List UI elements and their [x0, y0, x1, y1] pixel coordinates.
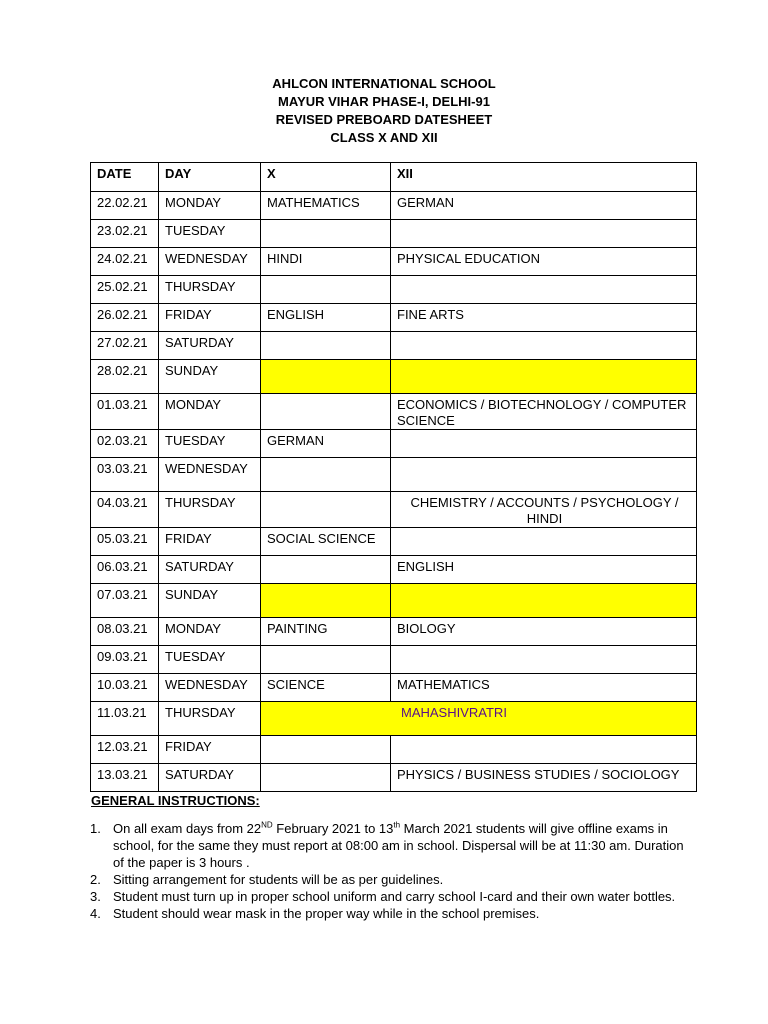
ordinal-suffix: th	[393, 820, 401, 830]
class-x-cell	[261, 556, 391, 584]
document-heading	[0, 75, 768, 147]
table-header-row	[91, 163, 697, 192]
datesheet-table	[90, 162, 697, 792]
table-row	[91, 430, 697, 458]
class-xii-cell: FINE ARTS	[391, 304, 697, 332]
date-cell: 23.02.21	[91, 220, 159, 248]
instruction-text: March 2021 students will give offline exams in school, for the same they must report at 08:00 am in school. Dispersal will be at 11:30 am. Duration of the paper is 3 hours .	[113, 821, 684, 870]
class-x-cell: HINDI	[261, 248, 391, 276]
date-cell: 09.03.21	[91, 646, 159, 674]
class-xii-cell: ECONOMICS / BIOTECHNOLOGY / COMPUTER SCIENCE	[391, 394, 697, 430]
date-cell: 27.02.21	[91, 332, 159, 360]
date-cell: 01.03.21	[91, 394, 159, 430]
table-row	[91, 276, 697, 304]
class-x-cell: MATHEMATICS	[261, 192, 391, 220]
date-cell: 02.03.21	[91, 430, 159, 458]
column-header-xii: XII	[391, 163, 697, 192]
class-xii-cell-highlighted	[391, 360, 697, 394]
class-x-cell: PAINTING	[261, 618, 391, 646]
class-x-cell	[261, 332, 391, 360]
table-row	[91, 492, 697, 528]
date-cell: 11.03.21	[91, 702, 159, 736]
day-cell: WEDNESDAY	[159, 248, 261, 276]
table-row	[91, 646, 697, 674]
date-cell: 04.03.21	[91, 492, 159, 528]
class-xii-cell	[391, 528, 697, 556]
day-cell: MONDAY	[159, 618, 261, 646]
general-instructions-title: GENERAL INSTRUCTIONS:	[91, 793, 260, 808]
class-label: CLASS X AND XII	[330, 130, 438, 145]
class-x-cell: SOCIAL SCIENCE	[261, 528, 391, 556]
date-cell: 22.02.21	[91, 192, 159, 220]
class-x-cell	[261, 394, 391, 430]
school-name: AHLCON INTERNATIONAL SCHOOL	[272, 76, 496, 91]
date-cell: 25.02.21	[91, 276, 159, 304]
table-row	[91, 458, 697, 492]
instruction-item	[90, 820, 690, 871]
table-row	[91, 674, 697, 702]
table-row	[91, 304, 697, 332]
day-cell: SUNDAY	[159, 584, 261, 618]
holiday-label: MAHASHIVRATRI	[401, 705, 507, 720]
instruction-number: 1.	[90, 821, 101, 836]
instruction-number: 4.	[90, 906, 101, 921]
date-cell: 26.02.21	[91, 304, 159, 332]
instruction-item	[90, 871, 690, 888]
day-cell: SUNDAY	[159, 360, 261, 394]
table-row	[91, 394, 697, 430]
table-row	[91, 556, 697, 584]
table-row	[91, 702, 697, 736]
day-cell: TUESDAY	[159, 220, 261, 248]
class-xii-cell: PHYSICS / BUSINESS STUDIES / SOCIOLOGY	[391, 764, 697, 792]
table-row	[91, 584, 697, 618]
day-cell: TUESDAY	[159, 430, 261, 458]
date-cell: 12.03.21	[91, 736, 159, 764]
table-row	[91, 360, 697, 394]
class-xii-cell	[391, 458, 697, 492]
date-cell: 06.03.21	[91, 556, 159, 584]
class-xii-cell: PHYSICAL EDUCATION	[391, 248, 697, 276]
instruction-text: On all exam days from 22	[113, 821, 262, 836]
date-cell: 13.03.21	[91, 764, 159, 792]
class-xii-cell	[391, 736, 697, 764]
day-cell: THURSDAY	[159, 492, 261, 528]
class-x-cell-highlighted	[261, 360, 391, 394]
class-x-cell	[261, 646, 391, 674]
day-cell: WEDNESDAY	[159, 458, 261, 492]
instruction-text: Student should wear mask in the proper way while in the school premises.	[113, 906, 540, 921]
instruction-text: Sitting arrangement for students will be as per guidelines.	[113, 872, 444, 887]
class-xii-cell: GERMAN	[391, 192, 697, 220]
class-x-cell-highlighted	[261, 584, 391, 618]
class-x-cell: SCIENCE	[261, 674, 391, 702]
instruction-item	[90, 905, 690, 922]
instruction-item	[90, 888, 690, 905]
table-row	[91, 192, 697, 220]
date-cell: 28.02.21	[91, 360, 159, 394]
class-xii-cell: BIOLOGY	[391, 618, 697, 646]
school-address: MAYUR VIHAR PHASE-I, DELHI-91	[278, 94, 490, 109]
day-cell: FRIDAY	[159, 736, 261, 764]
table-row	[91, 618, 697, 646]
column-header-x: X	[261, 163, 391, 192]
table-row	[91, 248, 697, 276]
column-header-day: DAY	[159, 163, 261, 192]
class-xii-cell	[391, 220, 697, 248]
class-xii-cell	[391, 646, 697, 674]
table-row	[91, 736, 697, 764]
day-cell: SATURDAY	[159, 764, 261, 792]
date-cell: 10.03.21	[91, 674, 159, 702]
class-xii-cell: MATHEMATICS	[391, 674, 697, 702]
day-cell: THURSDAY	[159, 702, 261, 736]
class-x-cell	[261, 220, 391, 248]
date-cell: 03.03.21	[91, 458, 159, 492]
day-cell: MONDAY	[159, 394, 261, 430]
day-cell: WEDNESDAY	[159, 674, 261, 702]
day-cell: FRIDAY	[159, 304, 261, 332]
day-cell: TUESDAY	[159, 646, 261, 674]
table-row	[91, 220, 697, 248]
class-xii-cell	[391, 430, 697, 458]
class-x-cell	[261, 764, 391, 792]
date-cell: 07.03.21	[91, 584, 159, 618]
class-x-cell	[261, 458, 391, 492]
class-x-cell	[261, 276, 391, 304]
table-row	[91, 332, 697, 360]
day-cell: THURSDAY	[159, 276, 261, 304]
class-xii-cell-highlighted	[391, 584, 697, 618]
instruction-text: Student must turn up in proper school uniform and carry school I-card and their own water bottles.	[113, 889, 676, 904]
class-x-cell	[261, 736, 391, 764]
instruction-number: 3.	[90, 889, 101, 904]
class-x-cell: GERMAN	[261, 430, 391, 458]
column-header-date: DATE	[91, 163, 159, 192]
class-xii-cell: CHEMISTRY / ACCOUNTS / PSYCHOLOGY / HINDI	[391, 492, 697, 528]
class-x-cell	[261, 492, 391, 528]
day-cell: FRIDAY	[159, 528, 261, 556]
class-xii-cell: ENGLISH	[391, 556, 697, 584]
instruction-text: February 2021 to 13	[272, 821, 394, 836]
class-xii-cell	[391, 276, 697, 304]
datesheet-title: REVISED PREBOARD DATESHEET	[275, 112, 493, 127]
class-xii-cell	[391, 332, 697, 360]
day-cell: SATURDAY	[159, 332, 261, 360]
class-x-cell: ENGLISH	[261, 304, 391, 332]
table-row	[91, 764, 697, 792]
date-cell: 08.03.21	[91, 618, 159, 646]
day-cell: MONDAY	[159, 192, 261, 220]
instruction-number: 2.	[90, 872, 101, 887]
date-cell: 05.03.21	[91, 528, 159, 556]
holiday-cell	[261, 702, 697, 736]
date-cell: 24.02.21	[91, 248, 159, 276]
instructions-list	[90, 820, 690, 922]
day-cell: SATURDAY	[159, 556, 261, 584]
ordinal-suffix: ND	[261, 820, 273, 830]
table-row	[91, 528, 697, 556]
